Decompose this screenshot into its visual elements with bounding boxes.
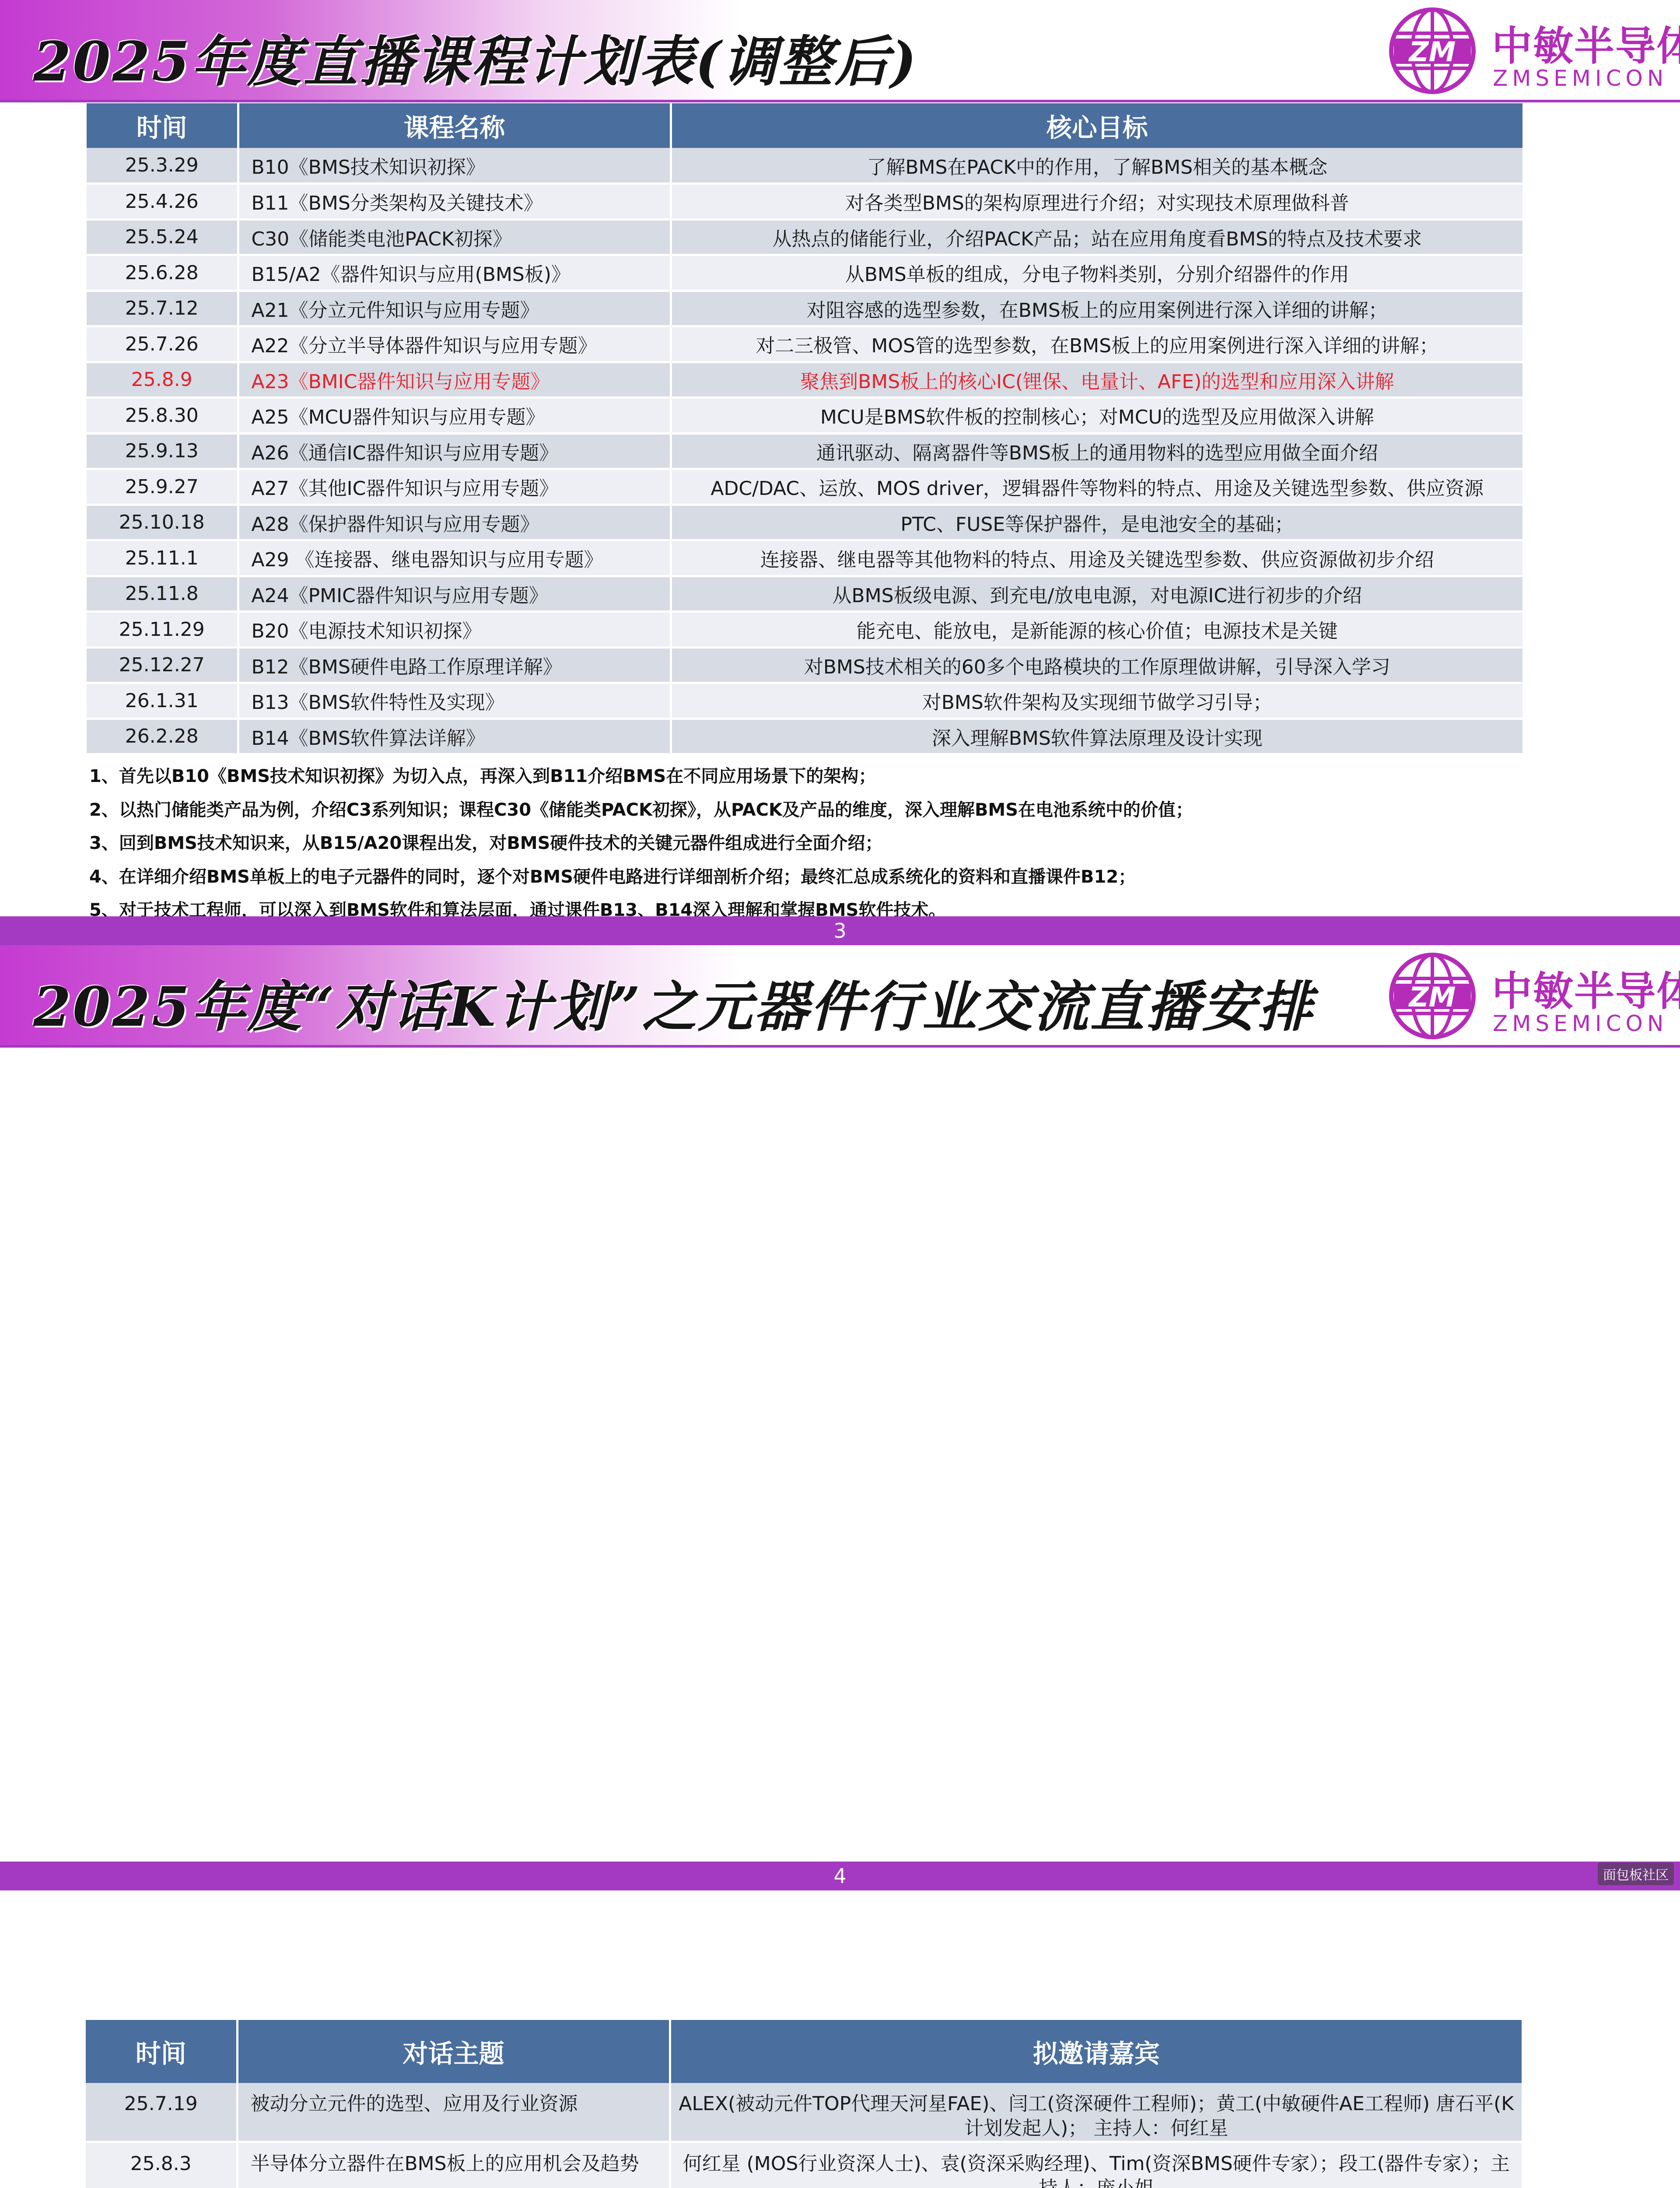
zm-globe-logo-icon [1388,6,1477,95]
company-logo [1388,951,1676,1043]
dialogue-topic-cell: 半导体分立器件在BMS板上的应用机会及趋势 [237,2142,670,2188]
course-name-cell: B15/A2《器件知识与应用(BMS板)》 [238,255,671,291]
course-goal-cell: 聚焦到BMS板上的核心IC(锂保、电量计、AFE)的选型和应用深入讲解 [671,362,1522,398]
table-row [87,398,1522,434]
table-row [87,326,1522,362]
table-row [87,540,1522,576]
course-time-cell: 25.5.24 [87,219,238,255]
course-time-cell: 25.8.30 [87,398,238,434]
header-time: 时间 [86,2020,237,2083]
course-time-cell: 25.11.29 [87,612,238,648]
course-name-cell: C30《储能类电池PACK初探》 [238,219,671,255]
course-time-cell: 25.6.28 [87,255,238,291]
course-name-cell: A27《其他IC器件知识与应用专题》 [238,469,671,505]
table-row [87,719,1522,754]
dialogue-guests-cell: 何红星 (MOS行业资深人士)、袁(资深采购经理)、Tim(资深BMS硬件专家）；段工(器件专家）；主 [670,2142,1522,2188]
course-goal-cell: PTC、FUSE等保护器件，是电池安全的基础； [671,505,1522,540]
zm-globe-logo-icon [1388,951,1477,1041]
course-time-cell: 25.11.1 [87,540,238,576]
course-goal-cell: 对二三极管、MOS管的选型参数，在BMS板上的应用案例进行深入详细的讲解； [671,326,1522,362]
company-logo [1388,6,1676,98]
page-number: 4 [0,1862,1680,1890]
table-row [87,505,1522,540]
course-time-cell: 25.10.18 [87,505,238,540]
course-time-cell: 25.9.13 [87,433,238,469]
course-goal-cell: ADC/DAC、运放、MOS driver，逻辑器件等物料的特点、用途及关键选型参数、供应资源 [671,469,1522,505]
course-goal-cell: 能充电、能放电，是新能源的核心价值；电源技术是关键 [671,612,1522,648]
logo-chinese-name: 中敏半导体 [1492,959,1680,1017]
course-time-cell: 25.9.27 [87,469,238,505]
dialogue-schedule-table [86,2020,1522,2188]
title-underline [0,1045,1680,1048]
table-row [87,612,1522,648]
table-header-row [87,103,1522,148]
course-name-cell: A25《MCU器件知识与应用专题》 [238,398,671,434]
course-name-cell: A28《保护器件知识与应用专题》 [238,505,671,540]
course-name-cell: A23《BMIC器件知识与应用专题》 [238,362,671,398]
dialogue-time-cell: 25.8.3 [86,2142,237,2188]
slide-course-plan [0,0,1680,945]
course-name-cell: B13《BMS软件特性及实现》 [238,683,671,719]
slide-title: 2025年度直播课程计划表(调整后) [33,18,918,96]
course-goal-cell: MCU是BMS软件板的控制核心；对MCU的选型及应用做深入讲解 [671,398,1522,434]
course-name-cell: B20《电源技术知识初探》 [238,612,671,648]
course-time-cell: 25.11.8 [87,576,238,612]
course-schedule-table [87,103,1522,755]
table-row [86,2083,1522,2142]
logo-chinese-name: 中敏半导体 [1492,14,1680,72]
course-time-cell: 25.7.26 [87,326,238,362]
course-goal-cell: 从BMS板级电源、到充电/放电电源，对电源IC进行初步的介绍 [671,576,1522,612]
course-goal-cell: 通讯驱动、隔离器件等BMS板上的通用物料的选型应用做全面介绍 [671,433,1522,469]
course-name-cell: A26《通信IC器件知识与应用专题》 [238,433,671,469]
course-notes [89,760,1193,927]
dialogue-time-cell: 25.7.19 [86,2083,237,2142]
table-row [87,433,1522,469]
footer-bar [0,1862,1680,1890]
header-course-name: 课程名称 [238,103,671,148]
table-row [87,576,1522,612]
table-row [87,255,1522,291]
note-item: 4、在详细介绍BMS单板上的电子元器件的同时，逐个对BMS硬件电路进行详细剖析介绍；最终汇总成系统化的资料和直播课件B12； [89,860,1193,894]
course-name-cell: B11《BMS分类架构及关键技术》 [238,184,671,220]
table-header-row [86,2020,1522,2083]
table-row [87,184,1522,220]
course-time-cell: 25.12.27 [87,647,238,683]
header-time: 时间 [87,103,238,148]
dialogue-guests-cell: ALEX(被动元件TOP代理天河星FAE)、闫工(资深硬件工程师)；黄工(中敏硬件AE工程师) 唐石平(K计划发起人)； 主持人：何红星 [670,2083,1522,2142]
course-name-cell: A21《分立元件知识与应用专题》 [238,291,671,326]
course-goal-cell: 从BMS单板的组成，分电子物料类别，分别介绍器件的作用 [671,255,1522,291]
page-number: 3 [0,916,1680,945]
table-row [86,2142,1522,2188]
note-item: 1、首先以B10《BMS技术知识初探》为切入点，再深入到B11介绍BMS在不同应用场景下的架构； [89,760,1193,793]
course-name-cell: B10《BMS技术知识初探》 [238,148,671,184]
course-goal-cell: 深入理解BMS软件算法原理及设计实现 [671,719,1522,754]
course-goal-cell: 了解BMS在PACK中的作用，了解BMS相关的基本概念 [671,148,1522,184]
logo-english-name: ZMSEMICON [1493,66,1668,91]
table-row [87,647,1522,683]
table-row [87,291,1522,326]
course-time-cell: 25.4.26 [87,184,238,220]
logo-mark-text: ZM [1408,36,1456,68]
course-name-cell: B14《BMS软件算法详解》 [238,719,671,754]
dialogue-topic-cell: 被动分立元件的选型、应用及行业资源 [237,2083,670,2142]
header-core-goal: 核心目标 [671,103,1522,148]
course-time-cell: 26.1.31 [87,683,238,719]
course-time-cell: 25.7.12 [87,291,238,326]
site-watermark: 面包板社区 [1598,1862,1674,1885]
course-time-cell: 26.2.28 [87,719,238,754]
course-name-cell: A29 《连接器、继电器知识与应用专题》 [238,540,671,576]
header-invited-guests: 拟邀请嘉宾 [670,2020,1522,2083]
table-row [87,362,1522,398]
course-goal-cell: 对各类型BMS的架构原理进行介绍；对实现技术原理做科普 [671,184,1522,220]
course-name-cell: A22《分立半导体器件知识与应用专题》 [238,326,671,362]
header-dialogue-topic: 对话主题 [237,2020,670,2083]
course-time-cell: 25.8.9 [87,362,238,398]
course-name-cell: A24《PMIC器件知识与应用专题》 [238,576,671,612]
note-item: 5、对于技术工程师，可以深入到BMS软件和算法层面，通过课件B13、B14深入理解和掌握BMS软件技术。 [89,894,1193,927]
course-goal-cell: 从热点的储能行业，介绍PACK产品；站在应用角度看BMS的特点及技术要求 [671,219,1522,255]
course-goal-cell: 连接器、继电器等其他物料的特点、用途及关键选型参数、供应资源做初步介绍 [671,540,1522,576]
logo-english-name: ZMSEMICON [1493,1011,1668,1036]
table-row [87,469,1522,505]
course-time-cell: 25.3.29 [87,148,238,184]
course-goal-cell: 对阻容感的选型参数，在BMS板上的应用案例进行深入详细的讲解； [671,291,1522,326]
course-goal-cell: 对BMS技术相关的60多个电路模块的工作原理做讲解，引导深入学习 [671,647,1522,683]
table-row [87,148,1522,184]
slide-dialogue-plan [0,945,1680,1890]
table-row [87,219,1522,255]
note-item: 3、回到BMS技术知识来，从B15/A20课程出发，对BMS硬件技术的关键元器件组成进行全面介绍； [89,827,1193,860]
note-item: 2、以热门储能类产品为例，介绍C3系列知识；课程C30《储能类PACK初探》，从PACK及产品的维度，深入理解BMS在电池系统中的价值； [89,793,1193,827]
course-goal-cell: 对BMS软件架构及实现细节做学习引导； [671,683,1522,719]
slide-title: 2025年度“对话K计划”之元器件行业交流直播安排 [33,964,1314,1041]
footer-bar [0,916,1680,945]
course-name-cell: B12《BMS硬件电路工作原理详解》 [238,647,671,683]
table-row [87,683,1522,719]
title-underline [0,100,1680,102]
logo-mark-text: ZM [1408,981,1456,1013]
